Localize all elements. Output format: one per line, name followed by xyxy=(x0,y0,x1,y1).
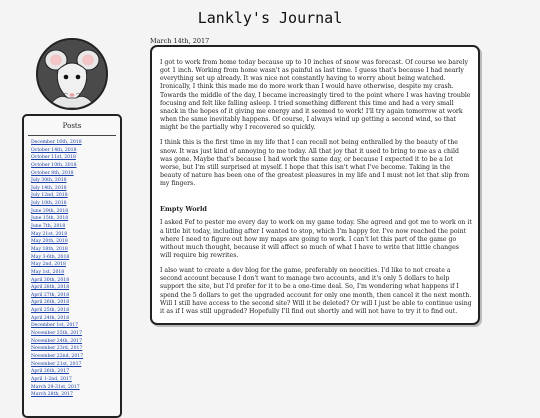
sidebar-post-item xyxy=(31,238,120,246)
sidebar-post-item xyxy=(31,284,120,292)
sidebar-post-item xyxy=(31,330,120,338)
post-links-list xyxy=(24,139,120,399)
post-paragraph: I asked Fef to pester me every day to work on my game today. She agreed and got me to work on it a little bit today, including after I wanted to stop, which I'm happy for. I've now reached the point where I need to figure out how my maps are going to work. I can't let this part of the game go without much thought, because it will affect so much of what I have to write that little changes will require big rewrites. xyxy=(160,219,472,259)
sidebar-post-link[interactable]: December 1st, 2017 xyxy=(31,323,79,329)
site-title: Lankly's Journal xyxy=(197,9,343,27)
sidebar-post-link[interactable]: November 25th, 2017 xyxy=(31,331,83,337)
sidebar-post-item xyxy=(31,376,120,384)
sidebar-post-item xyxy=(31,384,120,392)
sidebar-post-link[interactable]: April 25th, 2018 xyxy=(31,308,70,314)
sidebar-post-item xyxy=(31,315,120,323)
sidebar-post-link[interactable]: December 16th, 2018 xyxy=(31,140,82,145)
sidebar-post-item xyxy=(31,177,120,185)
sidebar-post-item xyxy=(31,185,120,193)
sidebar-post-item xyxy=(31,338,120,346)
sidebar-title: Posts xyxy=(28,116,116,136)
sidebar-post-link[interactable]: June 29th, 2018 xyxy=(31,208,69,214)
sidebar-post-item xyxy=(31,170,120,178)
sidebar-post-item xyxy=(31,215,120,223)
post-content xyxy=(150,45,480,325)
sidebar-post-link[interactable]: October 14th, 2018 xyxy=(31,147,77,153)
sidebar-post-item xyxy=(31,246,120,254)
sidebar-post-item xyxy=(31,345,120,353)
sidebar-post-link[interactable]: April 26th, 2017 xyxy=(31,369,70,375)
rat-avatar-icon xyxy=(38,40,106,108)
sidebar-post-item xyxy=(31,139,120,147)
sidebar-post-link[interactable]: July 10th, 2018 xyxy=(31,201,67,207)
sidebar-post-item xyxy=(31,307,120,315)
sidebar-post-link[interactable]: July 14th, 2018 xyxy=(31,185,67,191)
sidebar-post-link[interactable]: April 24th, 2018 xyxy=(31,315,70,321)
sidebar-post-link[interactable]: November 22nd, 2017 xyxy=(31,353,84,359)
posts-sidebar xyxy=(22,114,122,418)
sidebar-post-item xyxy=(31,269,120,277)
sidebar-post-link[interactable]: May 20th, 2018 xyxy=(31,239,68,245)
sidebar-post-item xyxy=(31,223,120,231)
sidebar-post-item xyxy=(31,162,120,170)
sidebar-post-link[interactable]: November 24th, 2017 xyxy=(31,338,83,344)
sidebar-post-link[interactable]: November 23rd, 2017 xyxy=(31,346,83,352)
sidebar-post-link[interactable]: April 30th, 2018 xyxy=(31,277,70,283)
sidebar-post-link[interactable]: May 1st, 2018 xyxy=(31,269,65,275)
post-paragraph: I also want to create a dev blog for the game, preferably on neocities. I'd like to not create a second account because I don't want to manage two accounts, and it's only 5 dollars to help support the site, but I'd prefer for it to be a one-time deal. So, I'm wondering what happens if I spend the 5 dollars to get the upgraded account for only one month, then cancel it the next month. Will I still have access to the second site? Will it be deleted? Or will I just be able to continue using it as if I was still upgraded? Hopefully I'll find out shortly and will not have to try it to find out. xyxy=(160,267,472,315)
sidebar-post-link[interactable]: March 28th, 2017 xyxy=(31,392,73,398)
sidebar-post-link[interactable]: June 7th, 2018 xyxy=(31,224,66,230)
sidebar-post-item xyxy=(31,292,120,300)
sidebar-post-link[interactable]: April 28th, 2018 xyxy=(31,285,70,291)
sidebar-post-item xyxy=(31,208,120,216)
post-date: March 14th, 2017 xyxy=(150,37,210,45)
sidebar-post-link[interactable]: May 2nd, 2018 xyxy=(31,262,66,268)
post-paragraph: I think this is the first time in my life that I can recall not being enthralled by the beauty of the snow. It was just kind of annoying to me today. All that joy that it used to bring to me as a child was gone. Maybe that's because I had work the same day, or because I expected it to be a lot worse, but I'm still surprised at myself. I hope that this isn't what I've become. Taking in the beauty of nature has been one of the greatest pleasures in my life and I must not let that slip from my fingers. xyxy=(160,139,470,188)
sidebar-post-item xyxy=(31,322,120,330)
sidebar-post-item xyxy=(31,254,120,262)
sidebar-post-item xyxy=(31,231,120,239)
sidebar-post-link[interactable]: May 3-6th, 2018 xyxy=(31,254,70,260)
sidebar-post-item xyxy=(31,277,120,285)
sidebar-post-link[interactable]: July 12nd, 2018 xyxy=(31,193,68,199)
sidebar-post-link[interactable]: April 1-2nd, 2017 xyxy=(31,376,72,382)
sidebar-post-item xyxy=(31,192,120,200)
sidebar-post-item xyxy=(31,147,120,155)
sidebar-post-item xyxy=(31,261,120,269)
sidebar-post-link[interactable]: October 10th, 2018 xyxy=(31,162,77,168)
sidebar-post-link[interactable]: November 21st, 2017 xyxy=(31,361,82,367)
sidebar-post-link[interactable]: May 21st, 2018 xyxy=(31,231,68,237)
sidebar-post-link[interactable]: October 11st, 2018 xyxy=(31,155,76,161)
sidebar-post-item xyxy=(31,299,120,307)
sidebar-post-item xyxy=(31,154,120,162)
sidebar-post-item xyxy=(31,200,120,208)
sidebar-post-link[interactable]: April 26th, 2018 xyxy=(31,300,70,306)
sidebar-post-item xyxy=(31,361,120,369)
sidebar-post-link[interactable]: June 15th, 2018 xyxy=(31,216,69,222)
sidebar-post-link[interactable]: March 29-31st, 2017 xyxy=(31,384,80,390)
sidebar-post-link[interactable]: October 8th, 2018 xyxy=(31,170,74,176)
sidebar-post-link[interactable]: May 18th, 2018 xyxy=(31,246,68,252)
sidebar-post-item xyxy=(31,368,120,376)
sidebar-post-link[interactable]: July 30th, 2018 xyxy=(31,178,67,184)
sidebar-post-item xyxy=(31,391,120,399)
avatar xyxy=(36,38,108,110)
post-section-heading: Empty World xyxy=(160,205,207,214)
post-paragraph: I got to work from home today because up to 10 inches of snow was forecast. Of course we barely got 1 inch. Working from home wasn't as painful as last time. I guess that's because I had nearly everything set up already. It was nice not constantly having to worry about being watched. Ironically, I think this made me do more work than I would have otherwise, despite my crash. Towards the middle of the day, I became increasingly tired to the point where I was having trouble focusing and felt like falling asleep. I tried something different this time and had a very small snack in the hopes of it giving me energy and it seemed to work! I'll try again tomorrow at work when the same inevitably happens. Of course, I always wind up getting a second wind, so that might be the partially why I recovered so quickly. xyxy=(160,59,471,132)
sidebar-post-link[interactable]: April 27th, 2018 xyxy=(31,292,70,298)
sidebar-post-item xyxy=(31,353,120,361)
